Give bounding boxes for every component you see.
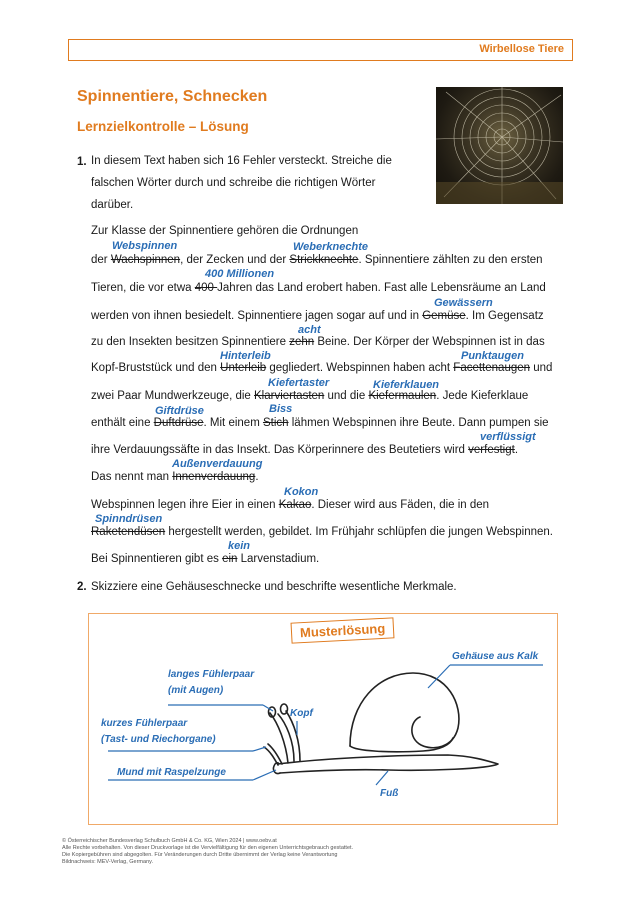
text-line: enthält eine Duftdrüse. Mit einem Stich lähmen Webspinnen ihre Beute. Dann pumpen sie <box>91 417 549 429</box>
label-foot: Fuß <box>380 788 399 799</box>
footer-copyright: © Österreichischer Bundesverlag Schulbuch GmbH & Co. KG, Wien 2024 | www.oebv.at Alle Rechte vorbehalten. Von dieser Druckvorlage ist die Vervielfältigung für den eigenen Unterrichtsgebrauch gestattet. Die Kopiergebühren sind abgegolten. Für Veränderungen durch Dritte übernimmt der Verlag keine Verantwortung Bildnachweis: MEV-Verlag, Germany. <box>62 838 354 865</box>
text-line: Raketendüsen hergestellt werden, gebildet. Im Frühjahr schlüpfen die jungen Webspinnen. <box>91 526 553 538</box>
correction: Hinterleib <box>220 350 271 362</box>
spider-web-photo <box>436 87 563 204</box>
correction: 400 Millionen <box>205 268 275 280</box>
label-long-tentacles-1: langes Fühlerpaar <box>168 669 255 680</box>
correction: Kokon <box>284 486 319 498</box>
label-mouth: Mund mit Raspelzunge <box>117 767 226 778</box>
text-line: Kopf-Bruststück und den Unterleib gegliedert. Webspinnen haben acht Facettenaugen und <box>91 362 553 374</box>
label-shell: Gehäuse aus Kalk <box>452 651 539 662</box>
correction: acht <box>298 324 321 336</box>
correction: Giftdrüse <box>155 405 204 417</box>
label-short-tentacles-1: kurzes Fühlerpaar <box>101 718 188 729</box>
text-line: Bei Spinnentieren gibt es ein Larvenstadium. <box>91 553 320 565</box>
text-line: ihre Verdauungssäfte in das Insekt. Das Körperinnere des Beutetiers wird verfestigt. <box>91 444 519 456</box>
text-line: Webspinnen legen ihre Eier in einen Kakao. Dieser wird aus Fäden, die in den <box>91 499 490 511</box>
correction: Gewässern <box>434 297 493 309</box>
correction: Webspinnen <box>112 240 178 252</box>
text-line: zwei Paar Mundwerkzeuge, die Klarviertasten und die Kiefermaulen. Jede Kieferklaue <box>91 390 529 402</box>
correction: Biss <box>269 403 293 415</box>
label-head: Kopf <box>290 708 313 719</box>
correction: Weberknechte <box>293 241 368 253</box>
text-line: werden von ihnen besiedelt. Spinnentiere jagen sogar auf und in Gemüse. Im Gegensatz <box>91 310 544 322</box>
page-subtitle: Lernzielkontrolle – Lösung <box>77 119 249 134</box>
musterloesung-badge: Musterlösung <box>291 617 395 643</box>
correction: Punktaugen <box>461 350 524 362</box>
text-line: der Wachspinnen, der Zecken und der Strickknechte. Spinnentiere zählten zu den ersten <box>91 254 543 266</box>
correction: kein <box>228 540 251 552</box>
task-2-instruction: Skizziere eine Gehäuseschnecke und beschrifte wesentliche Merkmale. <box>91 581 457 593</box>
correction: Kiefertaster <box>268 377 330 389</box>
header-label: Wirbellose Tiere <box>479 43 564 55</box>
text-line: zu den Insekten besitzen Spinnentiere zehn Beine. Der Körper der Webspinnen ist in das <box>91 336 545 348</box>
header-box <box>68 39 573 61</box>
label-short-tentacles-2: (Tast- und Riechorgane) <box>101 734 216 745</box>
correction: Spinndrüsen <box>95 513 163 525</box>
task-1-number: 1. <box>77 156 87 168</box>
text-line: Zur Klasse der Spinnentiere gehören die Ordnungen <box>91 225 359 237</box>
correction: Außenverdauung <box>172 458 263 470</box>
text-line: Das nennt man Innenverdauung. <box>91 471 259 483</box>
label-long-tentacles-2: (mit Augen) <box>168 685 224 696</box>
text-line: Tieren, die vor etwa 400 Jahren das Land erobert haben. Fast alle Lebensräume an Land <box>91 282 546 294</box>
task-2-number: 2. <box>77 581 87 593</box>
task-1-instruction: In diesem Text haben sich 16 Fehler versteckt. Streiche die falschen Wörter durch und schreibe die richtigen Wörter darüber. <box>91 155 392 211</box>
correction: verflüssigt <box>480 431 536 443</box>
correction: Kieferklauen <box>373 379 440 391</box>
page-title: Spinnentiere, Schnecken <box>77 88 268 105</box>
